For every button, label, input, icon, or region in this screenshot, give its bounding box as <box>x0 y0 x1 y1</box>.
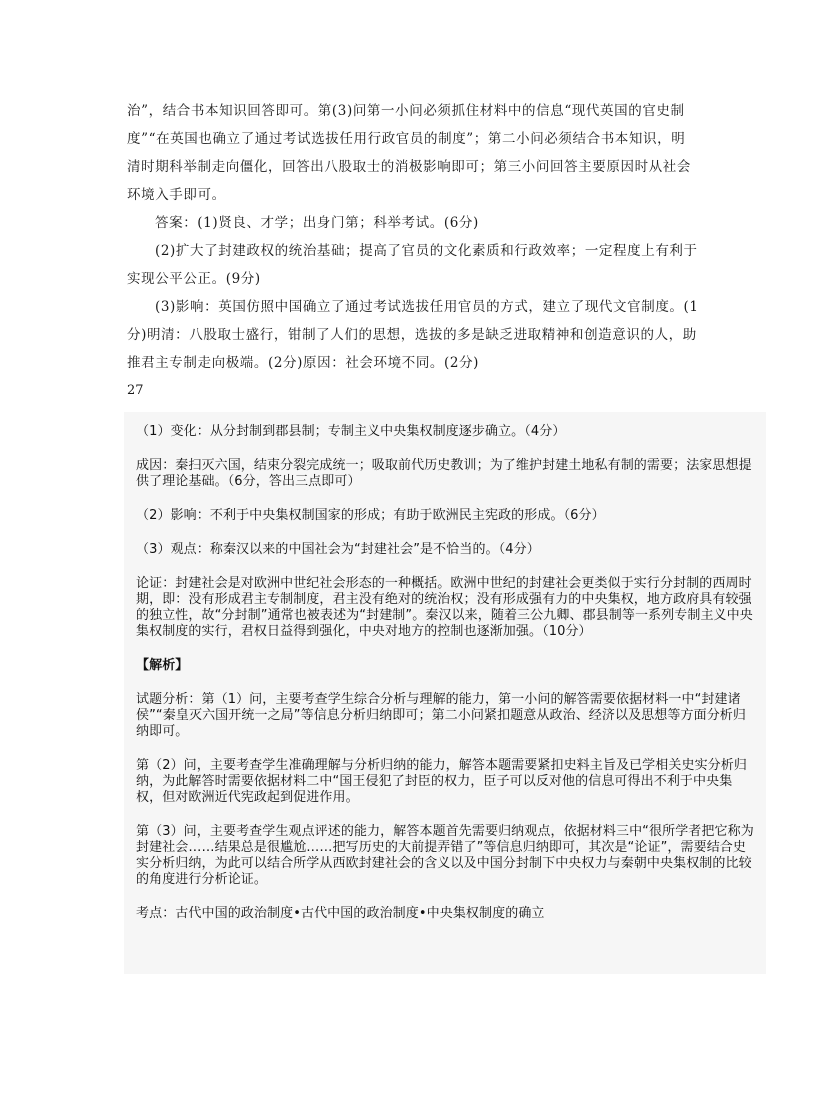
answer-part-3: (3)影响：英国仿照中国确立了通过考试选拔任用官员的方式，建立了现代文官制度。(1分)明清：八股取士盛行，钳制了人们的思想，选拔的多是缺乏进取精神和创造意识的人，助推君主专制走向极端。(2分)原因：社会环境不同。(2分) <box>127 299 699 371</box>
exam-point: 考点：古代中国的政治制度•古代中国的政治制度•中央集权制度的确立 <box>136 906 545 921</box>
answer-panel <box>124 412 766 974</box>
answer-q1-change: （1）变化：从分封制到郡县制；专制主义中央集权制度逐步确立。（4分） <box>136 424 566 439</box>
analysis-heading: 【解析】 <box>136 658 189 673</box>
answer-part-2: (2)扩大了封建政权的统治基础；提高了官员的文化素质和行政效率；一定程度上有利于实现公平公正。(9分) <box>127 243 698 287</box>
answer-q1-reason: 成因：秦扫灭六国，结束分裂完成统一；吸取前代历史教训；为了维护封建土地私有制的需要；法家思想提供了理论基础。（6分，答出三点即可） <box>136 458 752 489</box>
analysis-paragraph-3: 第（3）问，主要考查学生观点评述的能力，解答本题首先需要归纳观点，依据材料三中“很所学者把它称为封建社会……结果总是很尴尬……把写历史的大前提弄错了”等信息归纳即可，其次是“论证”，需要结合史实分析归纳，为此可以结合所学从西欧封建社会的含义以及中国分封制下中央权力与秦朝中央集权制的比较的角度进行分析论证。 <box>136 824 754 887</box>
answer-q2-impact: （2）影响：不利于中央集权制国家的形成；有助于欧洲民主宪政的形成。（6分） <box>136 508 605 523</box>
analysis-continuation-paragraph: 治”，结合书本知识回答即可。第(3)问第一小问必须抓住材料中的信息“现代英国的官史制度”“在英国也确立了通过考试选拔任用行政官员的制度”；第二小问必须结合书本知识，明清时期科举制走向僵化，回答出八股取士的消极影响即可；第三小问回答主要原因时从社会环境入手即可。 <box>127 103 691 203</box>
answer-q3-viewpoint: （3）观点：称秦汉以来的中国社会为“封建社会”是不恰当的。（4分） <box>136 542 540 557</box>
answer-q3-argument: 论证：封建社会是对欧洲中世纪社会形态的一种概括。欧洲中世纪的封建社会更类似于实行分封制的西周时期，即：没有形成君主专制制度，君主没有绝对的统治权；没有形成强有力的中央集权，地方政府具有较强的独立性，故“分封制”通常也被表述为“封建制”。秦汉以来，随着三公九卿、郡县制等一系列专制主义中央集权制度的实行，君权日益得到强化，中央对地方的控制也逐渐加强。（10分） <box>136 576 753 639</box>
analysis-paragraph-1: 试题分析：第（1）问，主要考查学生综合分析与理解的能力，第一小问的解答需要依据材料一中“封建诸侯”“秦皇灭六国开统一之局”等信息分析归纳即可；第二小问紧扣题意从政治、经济以及思想等方面分析归纳即可。 <box>136 692 747 739</box>
question-number: 27 <box>127 383 144 398</box>
answer-panel-content <box>136 424 758 922</box>
previous-answer-section <box>127 97 699 377</box>
analysis-paragraph-2: 第（2）问，主要考查学生准确理解与分析归纳的能力，解答本题需要紧扣史料主旨及已学相关史实分析归纳，为此解答时需要依据材料二中“国王侵犯了封臣的权力，臣子可以反对他的信息可得出不利于中央集权，但对欧洲近代宪政起到促进作用。 <box>136 758 747 805</box>
answer-part-1: 答案：(1)贤良、才学；出身门第；科举考试。(6分) <box>155 215 479 231</box>
